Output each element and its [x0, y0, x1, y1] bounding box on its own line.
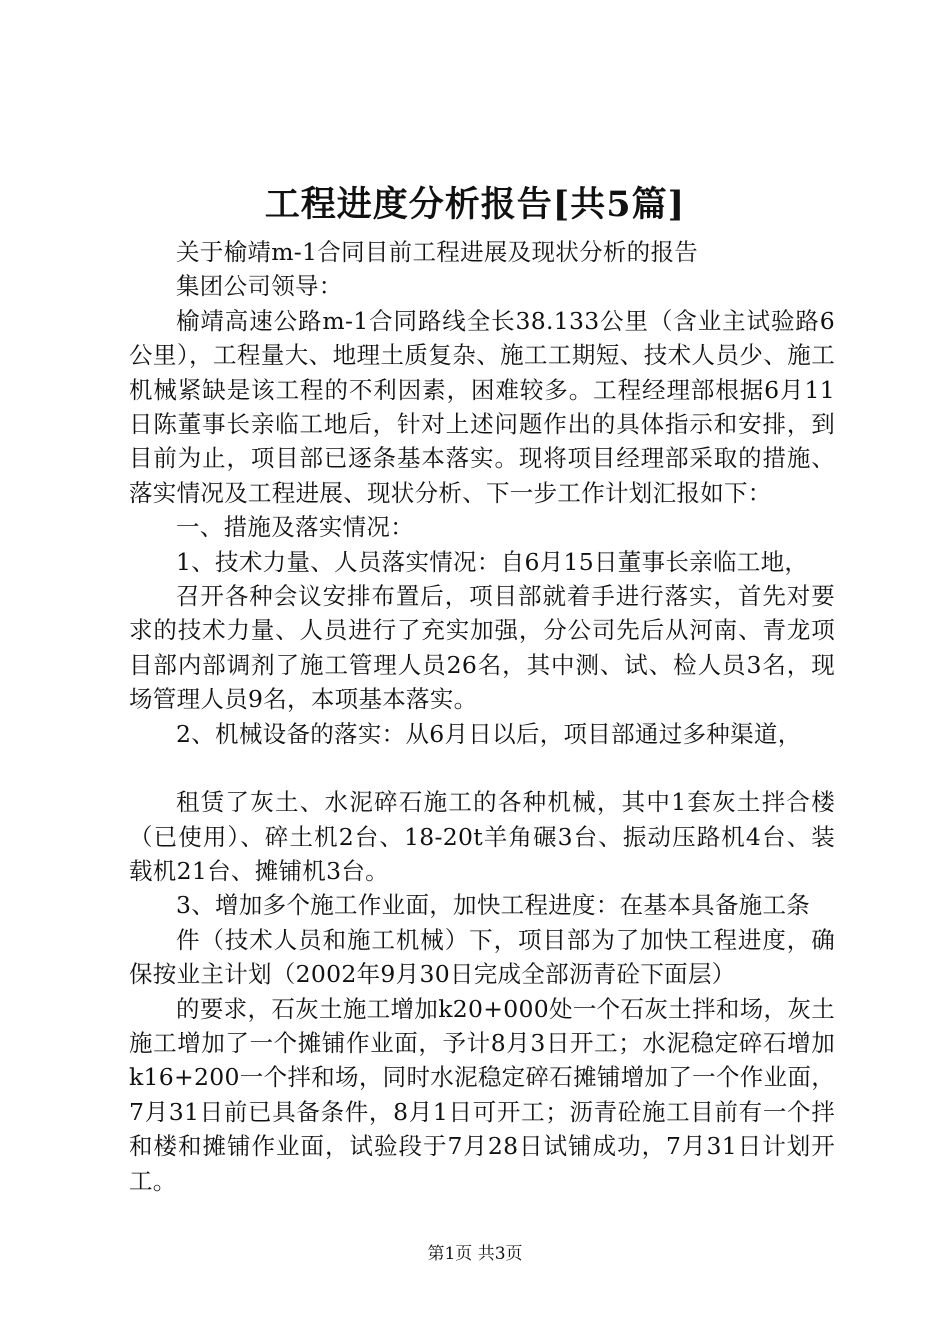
item-2-body: 租赁了灰土、水泥碎石施工的各种机械，其中1套灰土拌合楼（已使用）、碎土机2台、18-20t羊角碾3台、振动压路机4台、装载机21台、摊铺机3台。 [129, 788, 835, 885]
item-1-heading: 1、技术力量、人员落实情况：自6月15日董事长亲临工地， [176, 547, 809, 576]
item-3-body-part-2: 的要求，石灰土施工增加k20+000处一个石灰土拌和场，灰土施工增加了一个摊铺作业面，予计8月3日开工；水泥稳定碎石增加k16+200一个拌和场，同时水泥稳定碎石摊铺增加了一个作业面，7月31日前已具备条件，8月1日可开工；沥青砼施工目前有一个拌和楼和摊铺作业面，试验段于7月28日试铺成功，7月31日计划开工。 [129, 994, 835, 1195]
salutation: 集团公司领导： [176, 272, 343, 301]
section-heading-measures: 一、措施及落实情况： [176, 513, 414, 542]
intro-paragraph: 榆靖高速公路m-1合同路线全长38.133公里（含业主试验路6公里），工程量大、地理土质复杂、施工工期短、技术人员少、施工机械紧缺是该工程的不利因素，困难较多。工程经理部根据6月11日陈董事长亲临工地后，针对上述问题作出的具体指示和安排，到目前为止，项目部已逐条基本落实。现将项目经理部采取的措施、落实情况及工程进展、现状分析、下一步工作计划汇报如下： [129, 306, 835, 507]
page-number: 第1页 共3页 [427, 1244, 523, 1264]
item-3-heading: 3、增加多个施工作业面，加快工程进度：在基本具备施工条 [176, 891, 811, 920]
document-body [129, 235, 835, 1198]
item-3-body-part-1: 件（技术人员和施工机械）下，项目部为了加快工程进度，确保按业主计划（2002年9月30日完成全部沥青砼下面层） [129, 925, 835, 989]
report-subject: 关于榆靖m-1合同目前工程进展及现状分析的报告 [176, 238, 699, 266]
item-2-heading: 2、机械设备的落实：从6月日以后，项目部通过多种渠道， [176, 719, 802, 748]
document-title: 工程进度分析报告[共5篇] [264, 184, 686, 225]
item-1-body: 召开各种会议安排布置后，项目部就着手进行落实，首先对要求的技术力量、人员进行了充实加强，分公司先后从河南、青龙项目部内部调剂了施工管理人员26名，其中测、试、检人员3名，现场管理人员9名，本项基本落实。 [129, 582, 835, 714]
